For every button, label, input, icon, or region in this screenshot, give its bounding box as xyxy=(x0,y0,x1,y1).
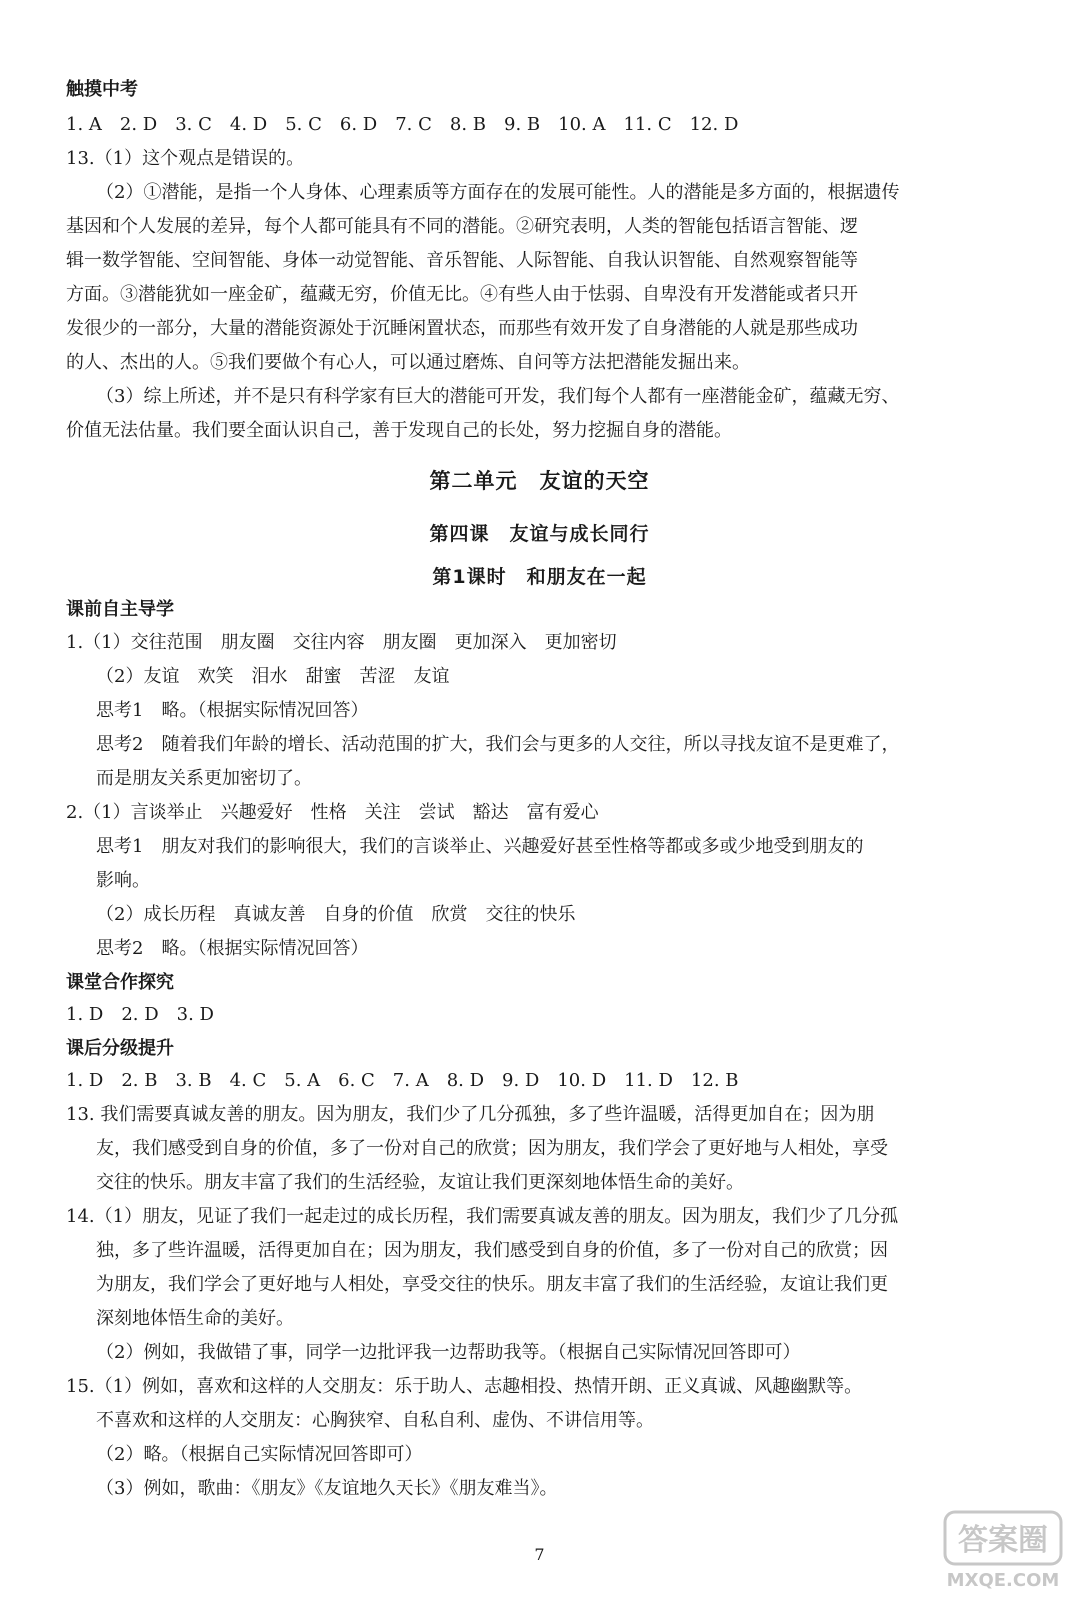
answer-line: 15.（1）例如，喜欢和这样的人交朋友：乐于助人、志趣相投、热情开朗、正义真诚、风趣幽默等。 xyxy=(66,1376,863,1397)
section-heading-pre-class: 课前自主导学 xyxy=(66,599,174,620)
watermark-url: MXQE.COM xyxy=(946,1570,1060,1591)
answer-line: 深刻地体悟生命的美好。 xyxy=(96,1308,294,1329)
answer-line: 辑一数学智能、空间智能、身体一动觉智能、音乐智能、人际智能、自我认识智能、自然观察智能等 xyxy=(66,250,858,271)
answer-line: 1. D 2. B 3. B 4. C 5. A 6. C 7. A 8. D 9. D 10. D 11. D 12. B xyxy=(66,1070,739,1091)
answer-line: 思考2 略。（根据实际情况回答） xyxy=(96,938,369,959)
answer-line: 友，我们感受到自身的价值，多了一份对自己的欣赏；因为朋友，我们学会了更好地与人相处，享受 xyxy=(96,1138,888,1159)
answer-line: （3）综上所述，并不是只有科学家有巨大的潜能可开发，我们每个人都有一座潜能金矿，蕴藏无穷、 xyxy=(96,386,900,407)
answer-line: 为朋友，我们学会了更好地与人相处，享受交往的快乐。朋友丰富了我们的生活经验，友谊让我们更 xyxy=(96,1274,888,1295)
answer-line: 的人、杰出的人。⑤我们要做个有心人，可以通过磨炼、自问等方法把潜能发掘出来。 xyxy=(66,352,750,373)
answer-line: 思考1 朋友对我们的影响很大，我们的言谈举止、兴趣爱好甚至性格等都或多或少地受到朋友的 xyxy=(96,836,864,857)
answer-line: 14.（1）朋友，见证了我们一起走过的成长历程，我们需要真诚友善的朋友。因为朋友，我们少了几分孤 xyxy=(66,1206,899,1227)
answer-line: （2）①潜能，是指一个人身体、心理素质等方面存在的发展可能性。人的潜能是多方面的，根据遗传 xyxy=(96,182,900,203)
section-heading-after-class: 课后分级提升 xyxy=(66,1038,174,1059)
answer-line: （2）成长历程 真诚友善 自身的价值 欣赏 交往的快乐 xyxy=(96,904,576,925)
answer-line: 1.（1）交往范围 朋友圈 交往内容 朋友圈 更加深入 更加密切 xyxy=(66,632,617,653)
answer-line: 发很少的一部分，大量的潜能资源处于沉睡闲置状态，而那些有效开发了自身潜能的人就是那些成功 xyxy=(66,318,858,339)
watermark-text: 答案圈 xyxy=(958,1523,1048,1558)
answer-line: 1. A 2. D 3. C 4. D 5. C 6. D 7. C 8. B 9. B 10. A 11. C 12. D xyxy=(66,114,739,135)
lesson-title: 第四课 友谊与成长同行 xyxy=(429,523,650,545)
answer-line: 基因和个人发展的差异，每个人都可能具有不同的潜能。②研究表明，人类的智能包括语言智能、逻 xyxy=(66,216,858,237)
answer-line: （2）友谊 欢笑 泪水 甜蜜 苦涩 友谊 xyxy=(96,666,450,687)
answer-line: （2）略。（根据自己实际情况回答即可） xyxy=(96,1444,423,1465)
page-number: 7 xyxy=(534,1545,545,1564)
answer-line: 13. 我们需要真诚友善的朋友。因为朋友，我们少了几分孤独，多了些许温暖，活得更加自在；因为朋 xyxy=(66,1104,875,1125)
answer-line: 交往的快乐。朋友丰富了我们的生活经验，友谊让我们更深刻地体悟生命的美好。 xyxy=(96,1172,744,1193)
answer-line: （3）例如，歌曲：《朋友》《友谊地久天长》《朋友难当》。 xyxy=(96,1478,558,1499)
answer-line: 方面。③潜能犹如一座金矿，蕴藏无穷，价值无比。④有些人由于怯弱、自卑没有开发潜能或者只开 xyxy=(66,284,858,305)
answer-line: 而是朋友关系更加密切了。 xyxy=(96,768,312,789)
answer-line: 1. D 2. D 3. D xyxy=(66,1004,214,1025)
answer-line: 2.（1）言谈举止 兴趣爱好 性格 关注 尝试 豁达 富有爱心 xyxy=(66,802,599,823)
section-heading-in-class: 课堂合作探究 xyxy=(66,972,174,993)
watermark-logo xyxy=(939,1506,1067,1592)
period-title: 第1课时 和朋友在一起 xyxy=(432,566,647,588)
unit-title: 第二单元 友谊的天空 xyxy=(429,469,650,493)
answer-line: 13.（1）这个观点是错误的。 xyxy=(66,148,305,169)
answer-line: 思考1 略。（根据实际情况回答） xyxy=(96,700,369,721)
answer-line: 独，多了些许温暖，活得更加自在；因为朋友，我们感受到自身的价值，多了一份对自己的欣赏；因 xyxy=(96,1240,888,1261)
answer-line: 思考2 随着我们年龄的增长、活动范围的扩大，我们会与更多的人交往，所以寻找友谊不是更难了， xyxy=(96,734,900,755)
answer-line: 影响。 xyxy=(96,870,150,891)
answer-line: 价值无法估量。我们要全面认识自己，善于发现自己的长处，努力挖掘自身的潜能。 xyxy=(66,420,732,441)
answer-line: （2）例如，我做错了事，同学一边批评我一边帮助我等。（根据自己实际情况回答即可） xyxy=(96,1342,801,1363)
answer-line: 不喜欢和这样的人交朋友：心胸狭窄、自私自利、虚伪、不讲信用等。 xyxy=(96,1410,654,1431)
section-heading-touch-exam: 触摸中考 xyxy=(66,79,138,100)
